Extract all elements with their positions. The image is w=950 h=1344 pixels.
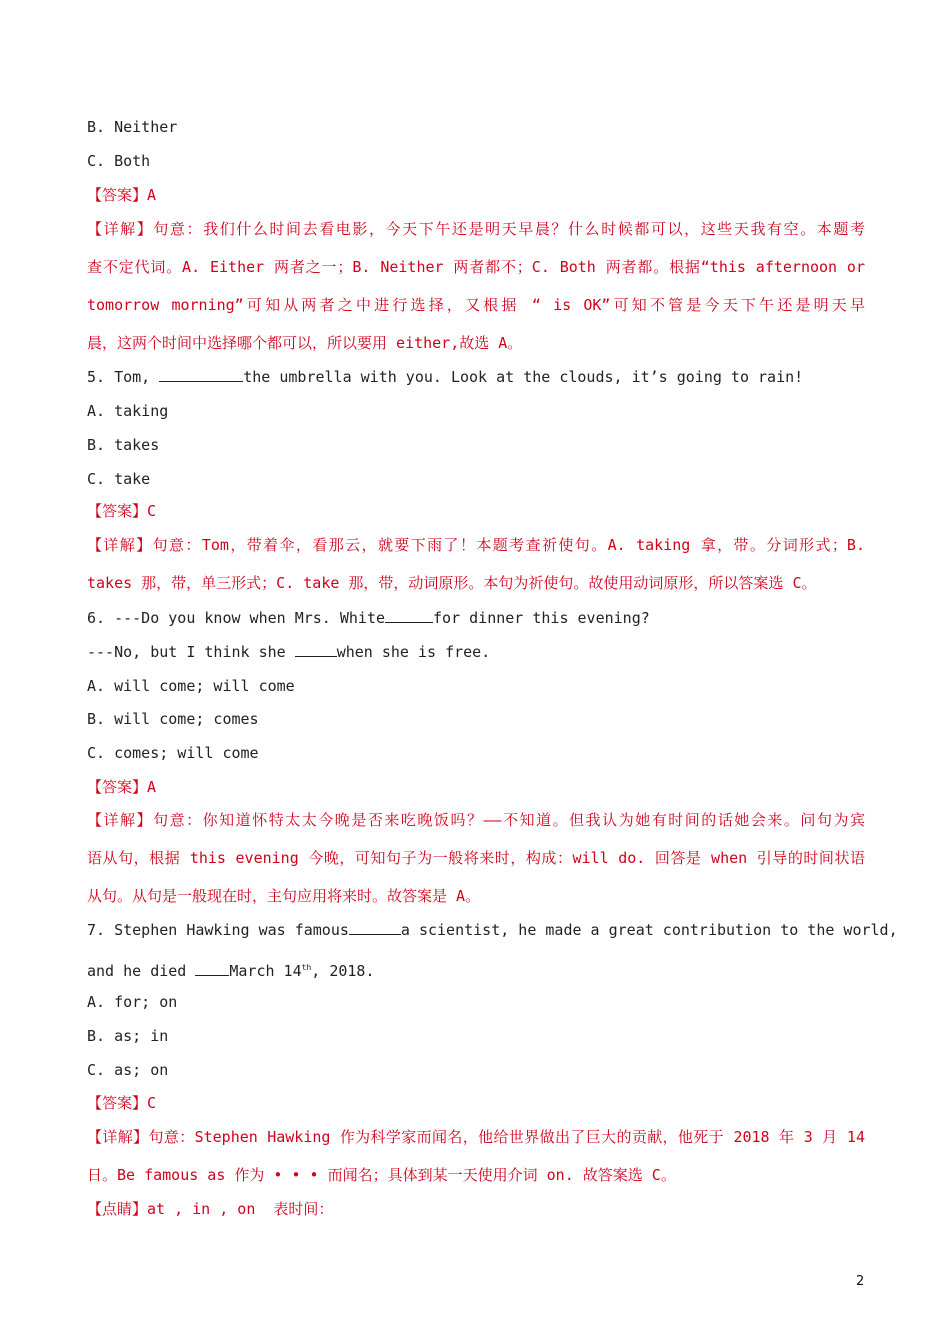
q7-blank-2 [195,961,229,976]
q5-stem-start: 5. Tom, [87,368,160,386]
q5-option-a: A. taking [87,402,169,420]
q7-stem-2-start: and he died [87,962,196,980]
q7-explanation-line-1: 【详解】句意：Stephen Hawking 作为科学家而闻名，他给世界做出了巨大的贡献，他死于 2018 年 3 月 14 [87,1128,865,1146]
q6-stem-2-end: when she is free. [336,643,491,661]
q7-option-b: B. as; in [87,1027,169,1045]
q4-option-c: C. Both [87,152,151,170]
q5-answer: 【答案】C [87,502,157,520]
q5-stem [87,367,803,387]
q7-option-c: C. as; on [87,1061,169,1079]
q7-explanation-line-2: 日。Be famous as 作为 • • • 而闻名；具体到某一天使用介词 on. 故答案选 C。 [87,1166,676,1184]
q7-stem-1-end: a scientist, he made a great contribution to the world, [400,921,898,939]
q6-option-a: A. will come; will come [87,677,295,695]
q5-stem-end: the umbrella with you. Look at the clouds, it’s going to rain! [243,368,804,386]
q6-option-b: B. will come; comes [87,710,259,728]
q6-blank-1 [385,608,433,623]
q6-stem-2-start: ---No, but I think she [87,643,295,661]
q7-stem-2-end: , 2018. [311,962,375,980]
q6-stem-line-1 [87,608,650,628]
q7-stem-line-2 [87,958,374,981]
q6-option-c: C. comes; will come [87,744,259,762]
q4-explanation-line-1: 【详解】句意：我们什么时间去看电影，今天下午还是明天早晨？什么时候都可以，这些天我有空。本题考 [87,220,865,238]
q7-stem-line-1 [87,920,898,940]
q6-explanation-line-3: 从句。从句是一般现在时，主句应用将来时。故答案是 A。 [87,887,481,905]
q7-answer: 【答案】C [87,1094,157,1112]
q5-explanation-line-2: takes 那，带，单三形式；C. take 那，带，动词原形。本句为祈使句。故使用动词原形，所以答案选 C。 [87,574,817,592]
q4-answer: 【答案】A [87,186,157,204]
q4-explanation-line-4: 晨，这两个时间中选择哪个都可以，所以要用 either,故选 A。 [87,334,523,352]
q7-option-a: A. for; on [87,993,178,1011]
q5-option-c: C. take [87,470,151,488]
q6-answer: 【答案】A [87,778,157,796]
q7-ordinal-suffix: th [301,963,312,972]
q7-stem-1-start: 7. Stephen Hawking was famous [87,921,349,939]
q6-stem-1-end: for dinner this evening? [433,609,650,627]
page-number: 2 [856,1274,865,1289]
q6-stem-line-2 [87,642,490,662]
q7-tip: 【点睛】at , in , on 表时间： [87,1200,334,1218]
q5-option-b: B. takes [87,436,160,454]
q6-explanation-line-1: 【详解】句意：你知道怀特太太今晚是否来吃晚饭吗？——不知道。但我认为她有时间的话她会来。问句为宾 [87,811,865,829]
q6-stem-1-start: 6. ---Do you know when Mrs. White [87,609,386,627]
q4-explanation-line-2: 查不定代词。A. Either 两者之一；B. Neither 两者都不；C. Both 两者都。根据“this afternoon or [87,258,865,276]
q4-option-b: B. Neither [87,118,178,136]
q7-blank-1 [349,920,401,935]
q4-explanation-line-3: tomorrow morning”可知从两者之中进行选择，又根据 “ is OK”可知不管是今天下午还是明天早 [87,296,865,314]
q5-explanation-line-1: 【详解】句意：Tom，带着伞，看那云，就要下雨了！本题考查祈使句。A. taking 拿，带。分词形式；B. [87,536,865,554]
q6-explanation-line-2: 语从句，根据 this evening 今晚，可知句子为一般将来时，构成：will do. 回答是 when 引导的时间状语 [87,849,865,867]
q6-blank-2 [295,642,337,657]
q5-blank [159,367,243,382]
q7-stem-2-date: March 14 [229,962,302,980]
